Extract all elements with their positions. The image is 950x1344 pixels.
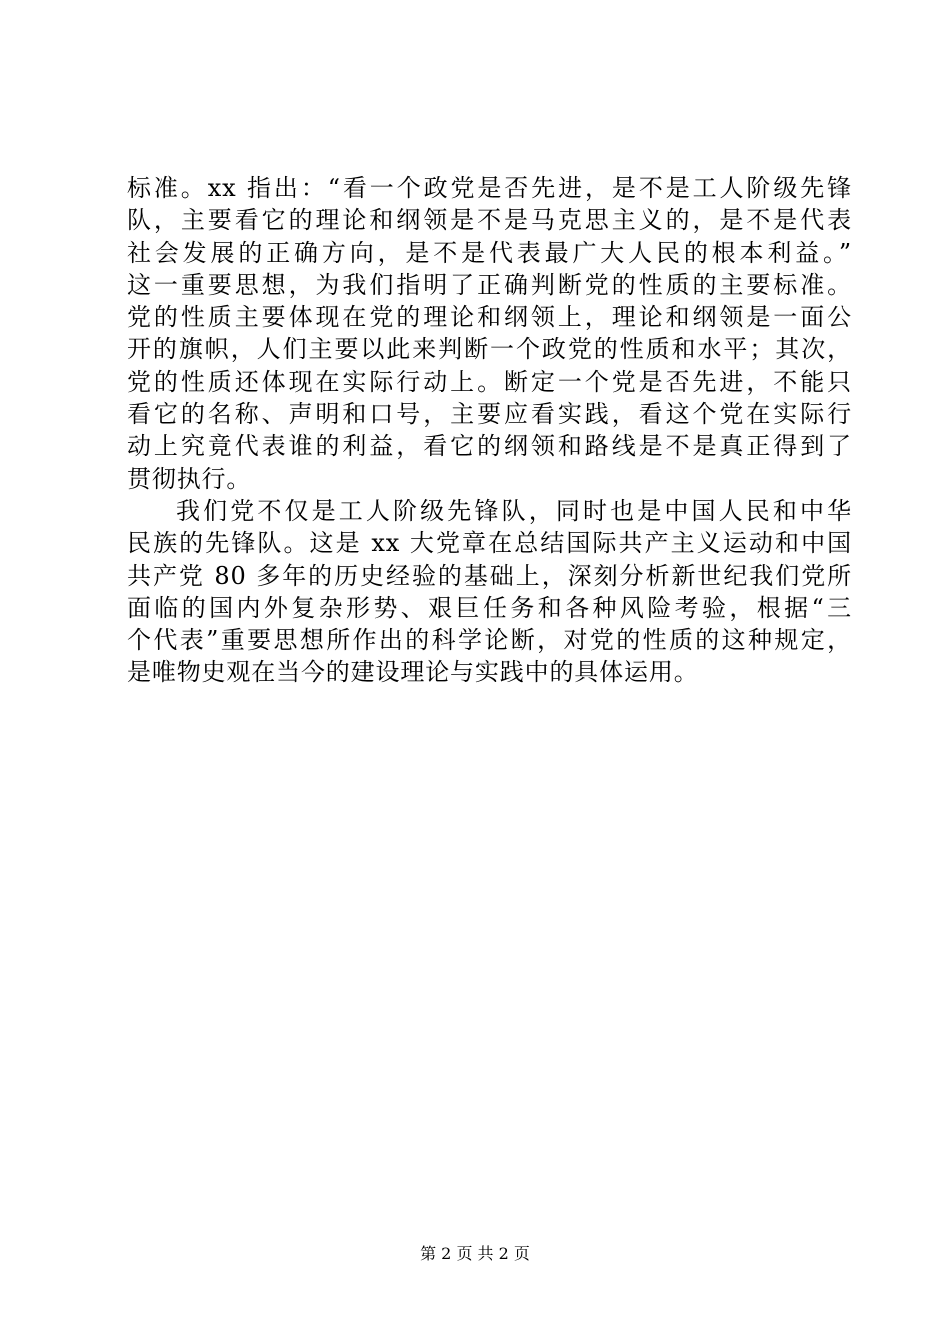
paragraph-line: 贯彻执行。 (127, 464, 252, 493)
paragraph-line: 动上究竟代表谁的利益，看它的纲领和路线是不是真正得到了 (127, 432, 852, 461)
document-body (127, 172, 852, 689)
paragraph-2 (127, 495, 852, 689)
page-number: 第 2 页 共 2 页 (420, 1244, 530, 1263)
paragraph-line: 共产党 80 多年的历史经验的基础上，深刻分析新世纪我们党所 (127, 561, 852, 590)
paragraph-line: 民族的先锋队。这是 xx 大党章在总结国际共产主义运动和中国 (127, 529, 852, 558)
paragraph-line: 标准。xx 指出：“看一个政党是否先进，是不是工人阶级先锋 (127, 174, 852, 202)
paragraph-1 (127, 172, 852, 495)
page-footer (0, 1243, 950, 1265)
paragraph-line: 开的旗帜，人们主要以此来判断一个政党的性质和水平；其次， (127, 335, 852, 364)
paragraph-line: 社会发展的正确方向，是不是代表最广大人民的根本利益。” (127, 238, 852, 267)
paragraph-line: 我们党不仅是工人阶级先锋队，同时也是中国人民和中华 (176, 496, 852, 525)
paragraph-line: 队，主要看它的理论和纲领是不是马克思主义的，是不是代表 (127, 206, 852, 235)
paragraph-line: 是唯物史观在当今的建设理论与实践中的具体运用。 (127, 658, 699, 687)
paragraph-line: 个代表”重要思想所作出的科学论断，对党的性质的这种规定， (127, 626, 852, 655)
paragraph-line: 面临的国内外复杂形势、艰巨任务和各种风险考验，根据“三 (127, 593, 852, 622)
paragraph-line: 党的性质还体现在实际行动上。断定一个党是否先进，不能只 (127, 367, 852, 396)
paragraph-line: 党的性质主要体现在党的理论和纲领上，理论和纲领是一面公 (127, 303, 852, 332)
paragraph-line: 这一重要思想，为我们指明了正确判断党的性质的主要标准。 (127, 270, 852, 299)
paragraph-line: 看它的名称、声明和口号，主要应看实践，看这个党在实际行 (127, 400, 852, 429)
